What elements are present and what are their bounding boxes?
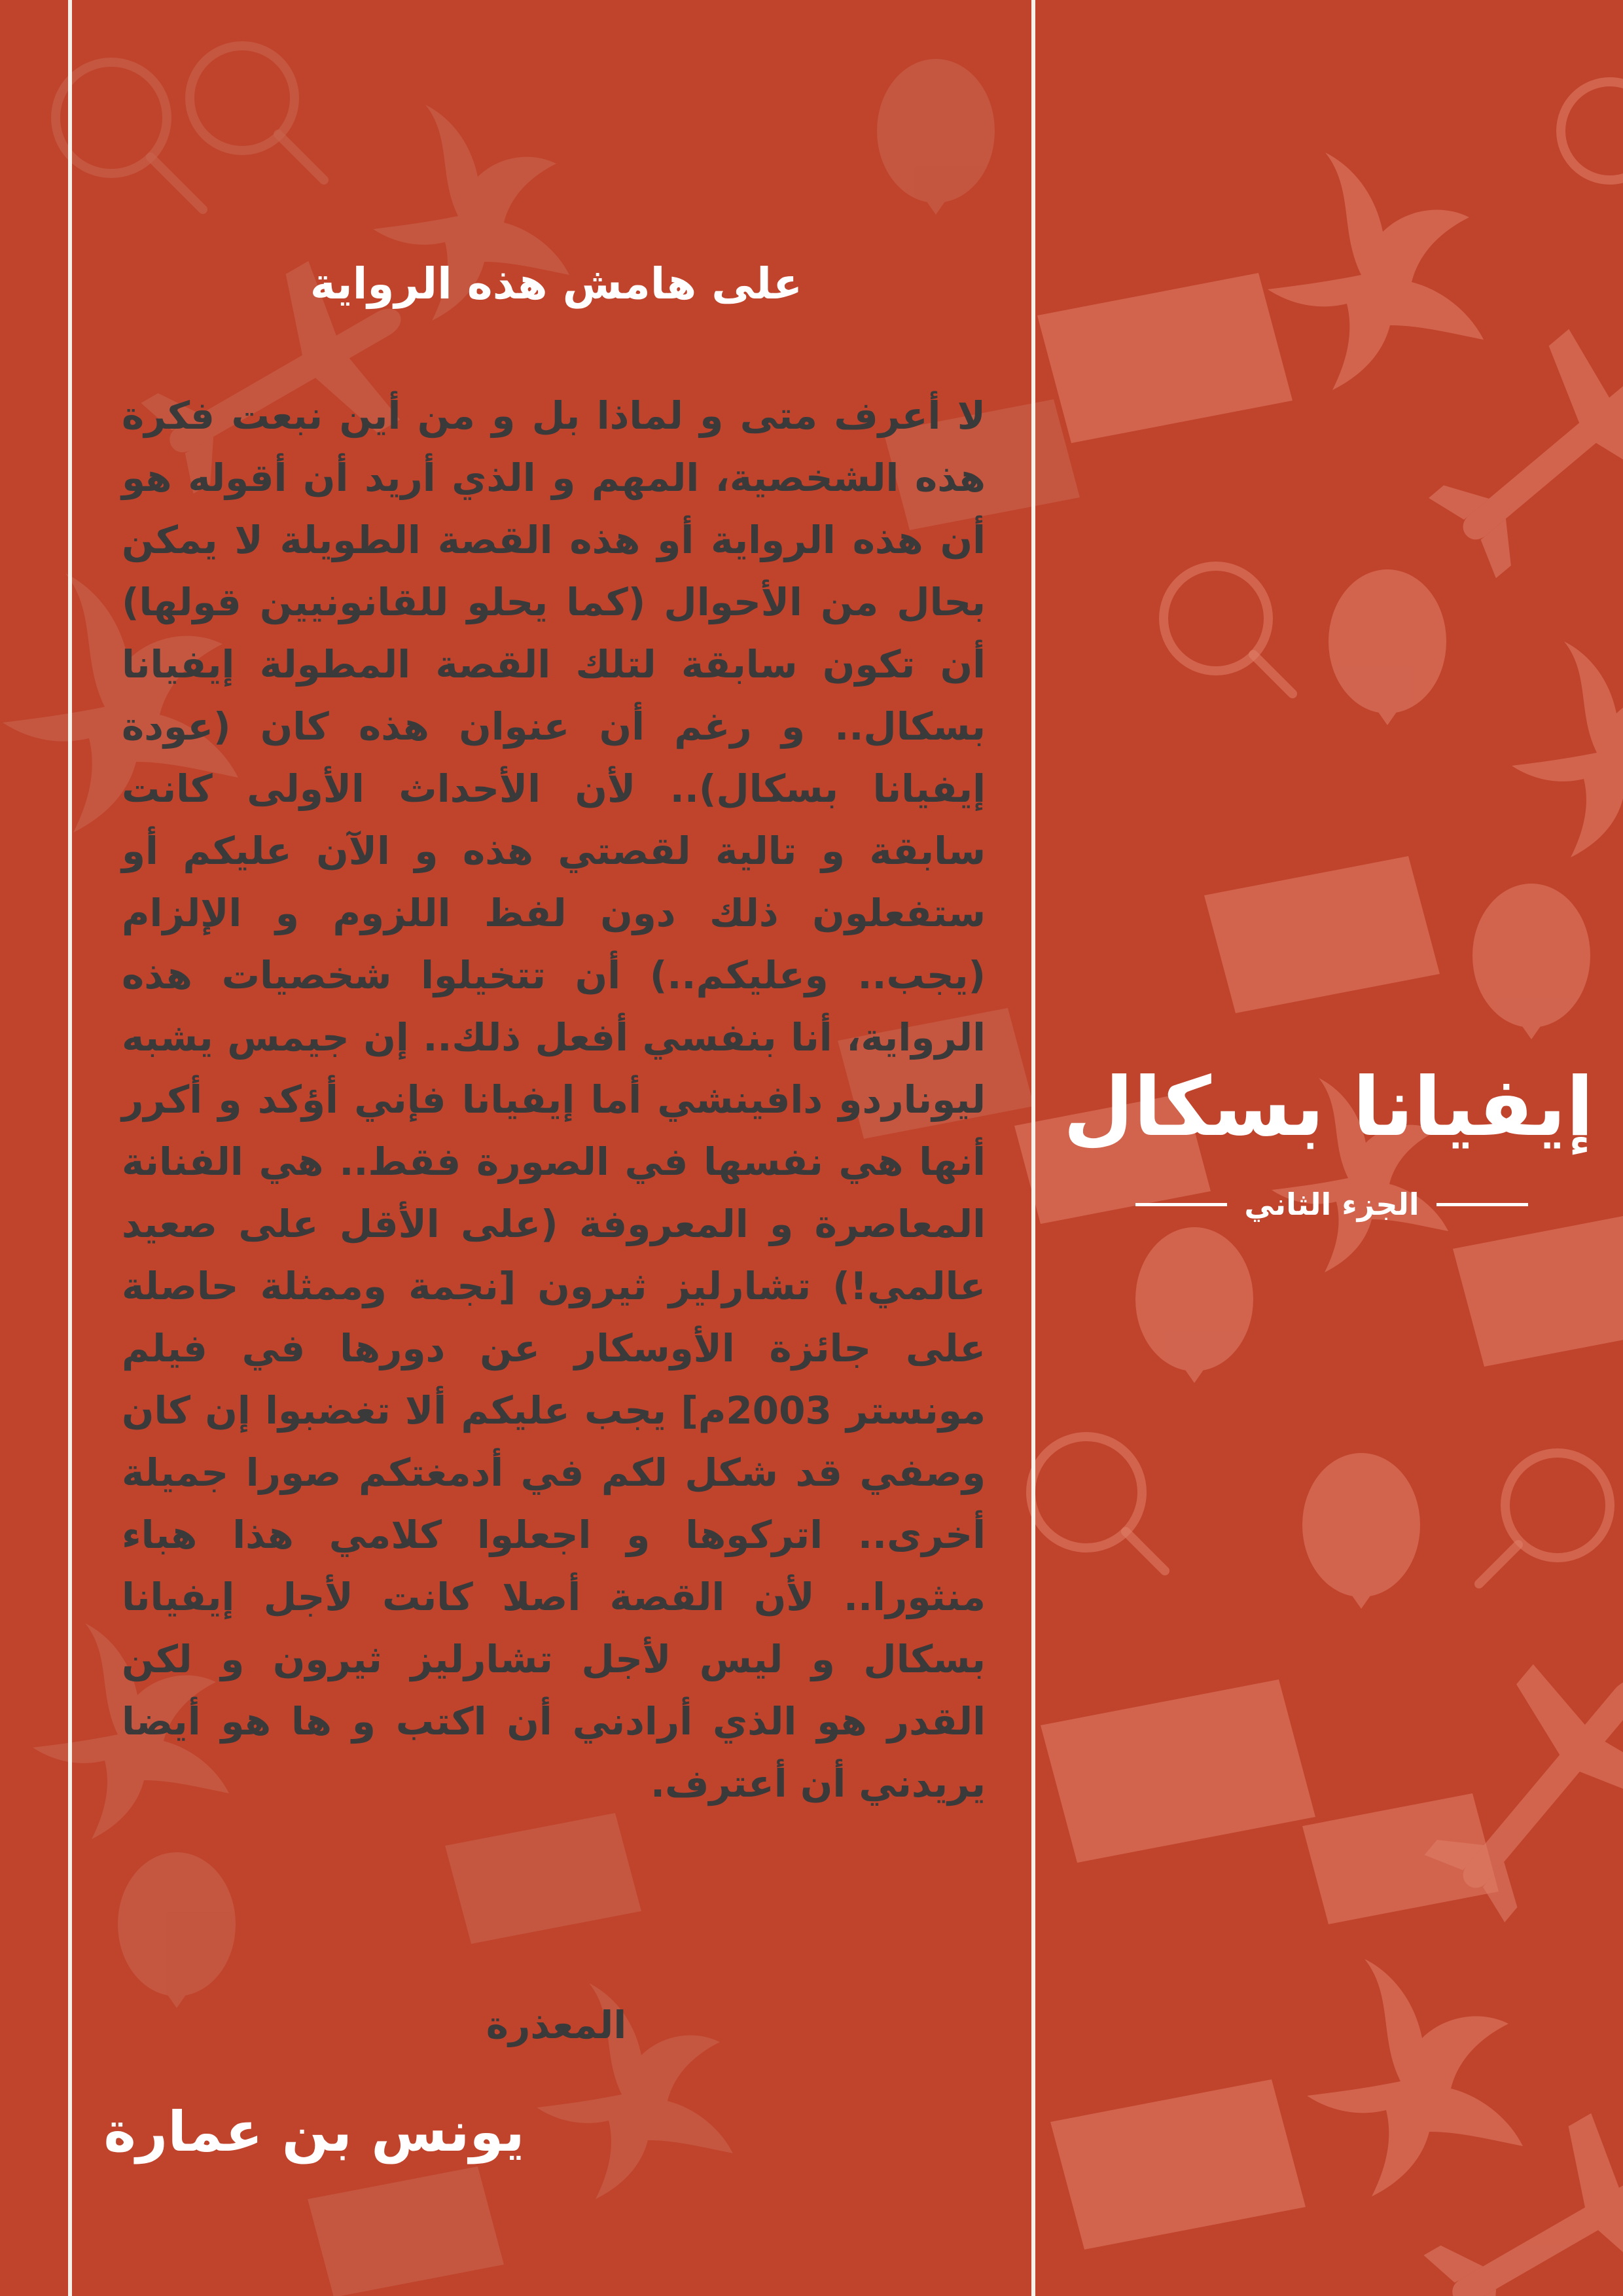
- dove-icon: [1512, 641, 1623, 857]
- balloon-icon: [1472, 884, 1590, 1039]
- balloon-icon: [118, 1852, 236, 2008]
- spine-line: [1031, 0, 1035, 2296]
- dove-icon: [1268, 152, 1484, 390]
- eye-magnifier-icon: [56, 62, 203, 209]
- eye-magnifier-icon: [1561, 82, 1623, 180]
- book-title: إيفيانا بسكال: [1063, 1060, 1594, 1155]
- newspaper-icon: [445, 1813, 641, 1944]
- author-name: يونس بن عمارة: [103, 2100, 525, 2164]
- subtitle-dash-right: [1436, 1203, 1528, 1206]
- book-subtitle: الجزء الثاني: [1244, 1187, 1419, 1222]
- back-cover-body: لا أعرف متى و لماذا بل و من أين نبعت فكرة هذه الشخصية، المهم و الذي أريد أن أقوله هو أن هذه الرواية أو هذه القصة الطويلة لا يمكن بحال من الأحوال (كما يحلو للقانونيين قولها) أن تكون سابقة لتلك القصة المطولة إيفيانا بسكال.. و رغم أن عنوان هذه كان (عودة إيفيانا بسكال).. لأن الأحداث الأولى كانت سابقة و تالية لقصتي هذه و الآن عليكم أو ستفعلون ذلك دون لفظ اللزوم و الإلزام (يجب.. وعليكم..) أن تتخيلوا شخصيات هذه الرواية، أنا بنفسي أفعل ذلك.. إن جيمس يشبه ليوناردو دافينشي أما إيفيانا فإني أؤكد و أكرر أنها هي نفسها في الصورة فقط.. هي الفنانة المعاصرة و المعروفة (على الأقل على صعيد عالمي!) تشارليز ثيرون [نجمة وممثلة حاصلة على جائزة الأوسكار عن دورها في فيلم مونستر 2003م] يجب عليكم ألا تغضبوا إن كان وصفي قد شكل لكم في أدمغتكم صورا جميلة أخرى.. اتركوها و اجعلوا كلامي هذا هباء منثورا.. لأن القصة أصلا كانت لأجل إيفيانا بسكال و ليس لأجل تشارليز ثيرون و لكن القدر هو الذي أرادني أن اكتب و ها هو أيضا يريدني أن أعترف.: [122, 393, 986, 1806]
- newspaper-icon: [1204, 856, 1440, 1013]
- back-cover-heading: على هامش هذه الرواية: [310, 259, 803, 309]
- balloon-icon: [1302, 1453, 1420, 1609]
- newspaper-icon: [1453, 1210, 1623, 1367]
- newspaper-icon: [308, 2166, 504, 2296]
- newspaper-icon: [1041, 1679, 1315, 1863]
- airplane-icon: [1403, 295, 1623, 608]
- eye-magnifier-icon: [1164, 566, 1293, 694]
- eye-magnifier-icon: [190, 46, 324, 180]
- subtitle-row: [1135, 1178, 1528, 1230]
- dove-icon: [1307, 1959, 1523, 2197]
- balloon-icon: [877, 59, 995, 215]
- newspaper-icon: [1037, 273, 1293, 443]
- balloon-icon: [1135, 1227, 1253, 1383]
- newspaper-icon: [1050, 2079, 1306, 2250]
- left-border-line: [68, 0, 72, 2296]
- eye-magnifier-icon: [1031, 1437, 1165, 1571]
- balloon-icon: [1329, 569, 1446, 725]
- subtitle-dash-left: [1135, 1203, 1227, 1206]
- eye-magnifier-icon: [1479, 1453, 1610, 1584]
- back-cover-signoff: المعذرة: [486, 2003, 627, 2047]
